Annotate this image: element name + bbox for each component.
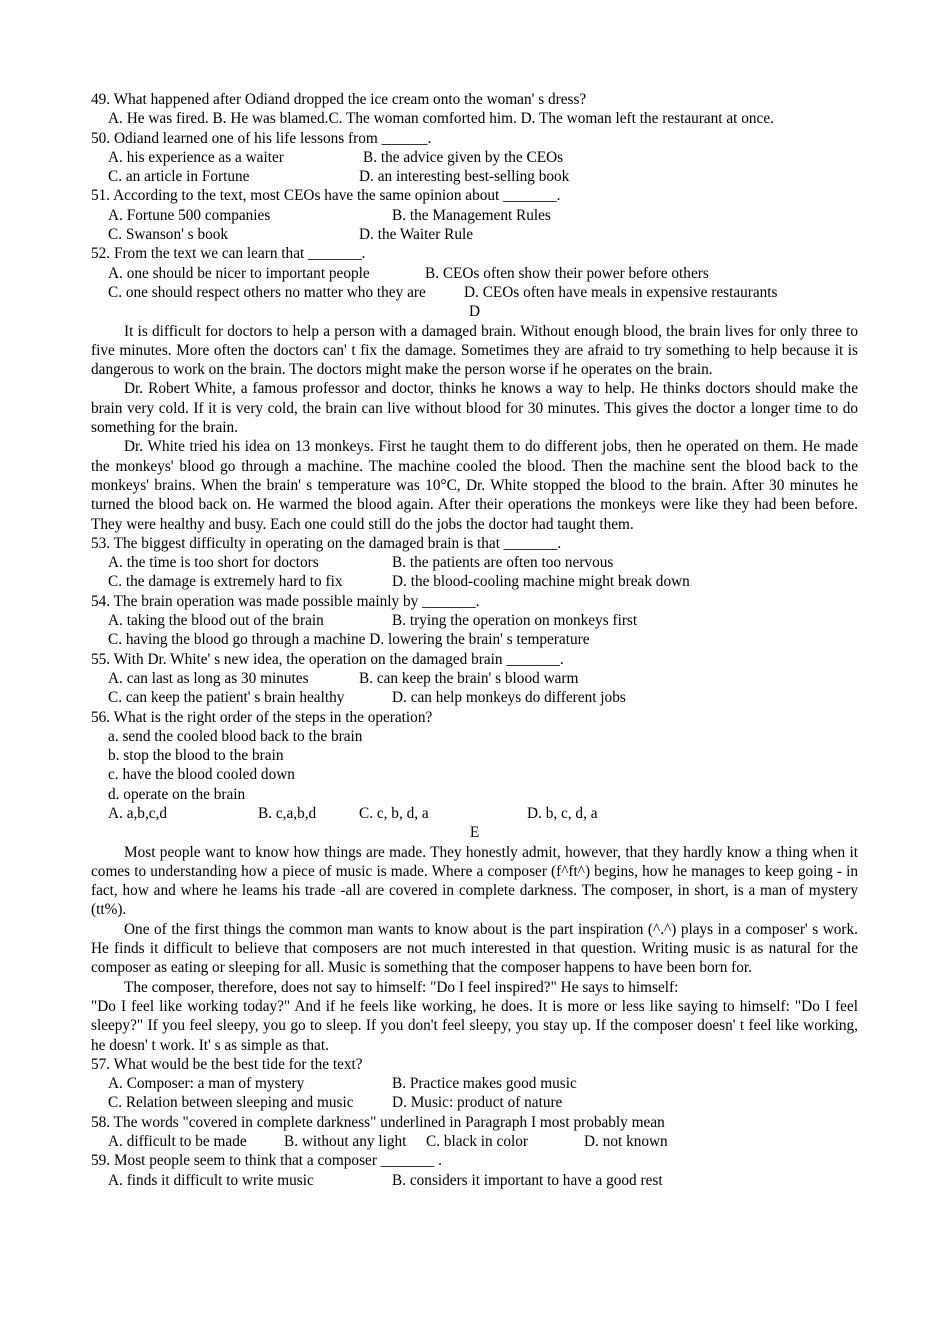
- question-50-row-1: [91, 148, 858, 167]
- question-51-option-d: D. the Waiter Rule: [359, 226, 474, 244]
- question-56-option-a: A. a,b,c,d: [108, 804, 168, 822]
- passage-d-paragraph-2: Dr. Robert White, a famous professor and doctor, thinks he knows a way to help. He thinks doctors should make the brain very cold. If it is very cold, the brain can live without blood for 30 minutes. This gives the doctor a longer time to do something for the brain.: [91, 380, 858, 437]
- question-59-option-a: A. finds it difficult to write music: [108, 1171, 314, 1189]
- question-56-option-d: D. b, c, d, a: [527, 804, 598, 822]
- question-57-option-b: B. Practice makes good music: [392, 1075, 577, 1093]
- question-58-options-row: [91, 1132, 858, 1151]
- question-51-option-b: B. the Management Rules: [392, 206, 551, 224]
- passage-e-paragraph-2: One of the first things the common man wants to know about is the part inspiration (^.^) plays in a composer' s work. He finds it difficult to believe that composers are not much interested in that question. Writing music is as natural for the composer as eating or sleeping for all. Music is something that the composer happens to have been born for.: [91, 920, 858, 977]
- question-57-row-2: [91, 1093, 858, 1112]
- question-58-stem: 58. The words "covered in complete darkness" underlined in Paragraph I most probably mean: [91, 1113, 665, 1131]
- question-56-step-c: c. have the blood cooled down: [108, 766, 295, 784]
- question-50-row-2: [91, 167, 858, 186]
- document-page: [91, 90, 858, 1190]
- question-55-option-b: B. can keep the brain' s blood warm: [359, 669, 579, 687]
- question-50-option-a: A. his experience as a waiter: [108, 148, 284, 166]
- question-52-row-2: [91, 283, 858, 302]
- question-52-option-d: D. CEOs often have meals in expensive restaurants: [464, 283, 778, 301]
- question-53-stem: 53. The biggest difficulty in operating on the damaged brain is that _______.: [91, 534, 562, 552]
- question-49-stem: 49. What happened after Odiand dropped the ice cream onto the woman' s dress?: [91, 91, 587, 108]
- question-59-stem: 59. Most people seem to think that a composer _______ .: [91, 1152, 442, 1170]
- question-57-stem: 57. What would be the best tide for the text?: [91, 1055, 363, 1073]
- question-54-option-a: A. taking the blood out of the brain: [108, 612, 324, 630]
- question-58-option-a: A. difficult to be made: [108, 1133, 247, 1151]
- question-56-stem: 56. What is the right order of the steps in the operation?: [91, 708, 433, 726]
- question-56-step-b: b. stop the blood to the brain: [108, 747, 284, 765]
- question-50-stem: 50. Odiand learned one of his life lessons from ______.: [91, 129, 432, 147]
- question-56-option-c: C. c, b, d, a: [359, 804, 429, 822]
- question-56-step-a: a. send the cooled blood back to the brain: [108, 727, 363, 745]
- question-49-options: A. He was fired. B. He was blamed.C. The woman comforted him. D. The woman left the restaurant at once.: [108, 110, 774, 128]
- question-55-option-d: D. can help monkeys do different jobs: [392, 689, 626, 707]
- question-58-option-b: B. without any light: [284, 1133, 407, 1151]
- question-53-option-d: D. the blood-cooling machine might break down: [392, 573, 690, 591]
- question-53-row-2: [91, 572, 858, 591]
- question-59-row-1: [91, 1171, 858, 1190]
- question-54-options-cd: C. having the blood go through a machine D. lowering the brain' s temperature: [108, 631, 590, 649]
- passage-e-paragraph-3: The composer, therefore, does not say to himself: "Do I feel inspired?" He says to himself:: [124, 978, 679, 996]
- question-50-option-c: C. an article in Fortune: [108, 168, 250, 186]
- question-54-stem: 54. The brain operation was made possible mainly by _______.: [91, 592, 480, 610]
- passage-d-paragraph-3: Dr. White tried his idea on 13 monkeys. First he taught them to do different jobs, then he operated on them. He made the monkeys' blood go through a machine. The machine cooled the blood. Then the machine sent the blood back to the monkeys' brains. When the brain' s temperature was 10°C, Dr. White stopped the blood to the brain. After 30 minutes he turned the blood back on. He warmed the blood again. After their operations the monkeys were like they had been before. They were healthy and busy. Each one could still do the jobs the doctor had taught them.: [91, 438, 858, 533]
- question-57-option-d: D. Music: product of nature: [392, 1094, 563, 1112]
- question-56-option-b: B. c,a,b,d: [258, 804, 317, 822]
- question-50-option-b: B. the advice given by the CEOs: [363, 148, 564, 166]
- question-52-option-b: B. CEOs often show their power before others: [425, 264, 709, 282]
- question-56-step-d: d. operate on the brain: [108, 785, 246, 803]
- question-58-option-c: C. black in color: [426, 1133, 528, 1151]
- section-heading-e: E: [469, 824, 480, 842]
- question-55-option-c: C. can keep the patient' s brain healthy: [108, 689, 345, 707]
- question-58-option-d: D. not known: [584, 1133, 668, 1151]
- question-55-row-2: [91, 688, 858, 707]
- question-53-option-c: C. the damage is extremely hard to fix: [108, 573, 343, 591]
- section-heading-d: D: [468, 303, 481, 321]
- question-50-option-d: D. an interesting best-selling book: [359, 168, 570, 186]
- question-52-row-1: [91, 264, 858, 283]
- question-52-stem: 52. From the text we can learn that _______.: [91, 245, 366, 263]
- question-57-option-a: A. Composer: a man of mystery: [108, 1075, 305, 1093]
- question-51-option-a: A. Fortune 500 companies: [108, 206, 271, 224]
- question-56-options-row: [91, 804, 858, 823]
- question-55-row-1: [91, 669, 858, 688]
- question-51-row-2: [91, 225, 858, 244]
- question-53-option-b: B. the patients are often too nervous: [392, 554, 614, 572]
- passage-e-paragraph-1: Most people want to know how things are made. They honestly admit, however, that they hardly know a thing when it comes to understanding how a piece of music is made. Where a composer (f^ft^) begins, how he manages to keep going - in fact, how and where he leams his trade -all are covered in complete darkness. The composer, in short, is a man of mystery (tt%).: [91, 843, 858, 919]
- question-53-row-1: [91, 553, 858, 572]
- question-55-stem: 55. With Dr. White' s new idea, the operation on the damaged brain _______.: [91, 650, 564, 668]
- passage-e-paragraph-4: "Do I feel like working today?" And if he feels like working, he does. It is more or less like saying to himself: "Do I feel sleepy?" If you feel sleepy, you go to sleep. If you don't feel sleepy, you stay up. If the composer doesn' t feel like working, he doesn' t work. It' s as simple as that.: [91, 997, 858, 1054]
- question-54-option-b: B. trying the operation on monkeys first: [392, 612, 638, 630]
- question-53-option-a: A. the time is too short for doctors: [108, 554, 319, 572]
- question-59-option-b: B. considers it important to have a good rest: [392, 1171, 663, 1189]
- question-57-option-c: C. Relation between sleeping and music: [108, 1094, 354, 1112]
- question-57-row-1: [91, 1074, 858, 1093]
- question-55-option-a: A. can last as long as 30 minutes: [108, 669, 309, 687]
- question-52-option-c: C. one should respect others no matter who they are: [108, 283, 426, 301]
- question-51-option-c: C. Swanson' s book: [108, 226, 229, 244]
- question-51-stem: 51. According to the text, most CEOs have the same opinion about _______.: [91, 187, 561, 205]
- question-52-option-a: A. one should be nicer to important people: [108, 264, 370, 282]
- question-54-row-1: [91, 611, 858, 630]
- passage-d-paragraph-1: It is difficult for doctors to help a person with a damaged brain. Without enough blood, the brain lives for only three to five minutes. More often the doctors can' t fix the damage. Sometimes they are afraid to try something to help because it is dangerous to work on the brain. The doctors might make the person worse if he operates on the brain.: [91, 322, 858, 379]
- question-51-row-1: [91, 206, 858, 225]
